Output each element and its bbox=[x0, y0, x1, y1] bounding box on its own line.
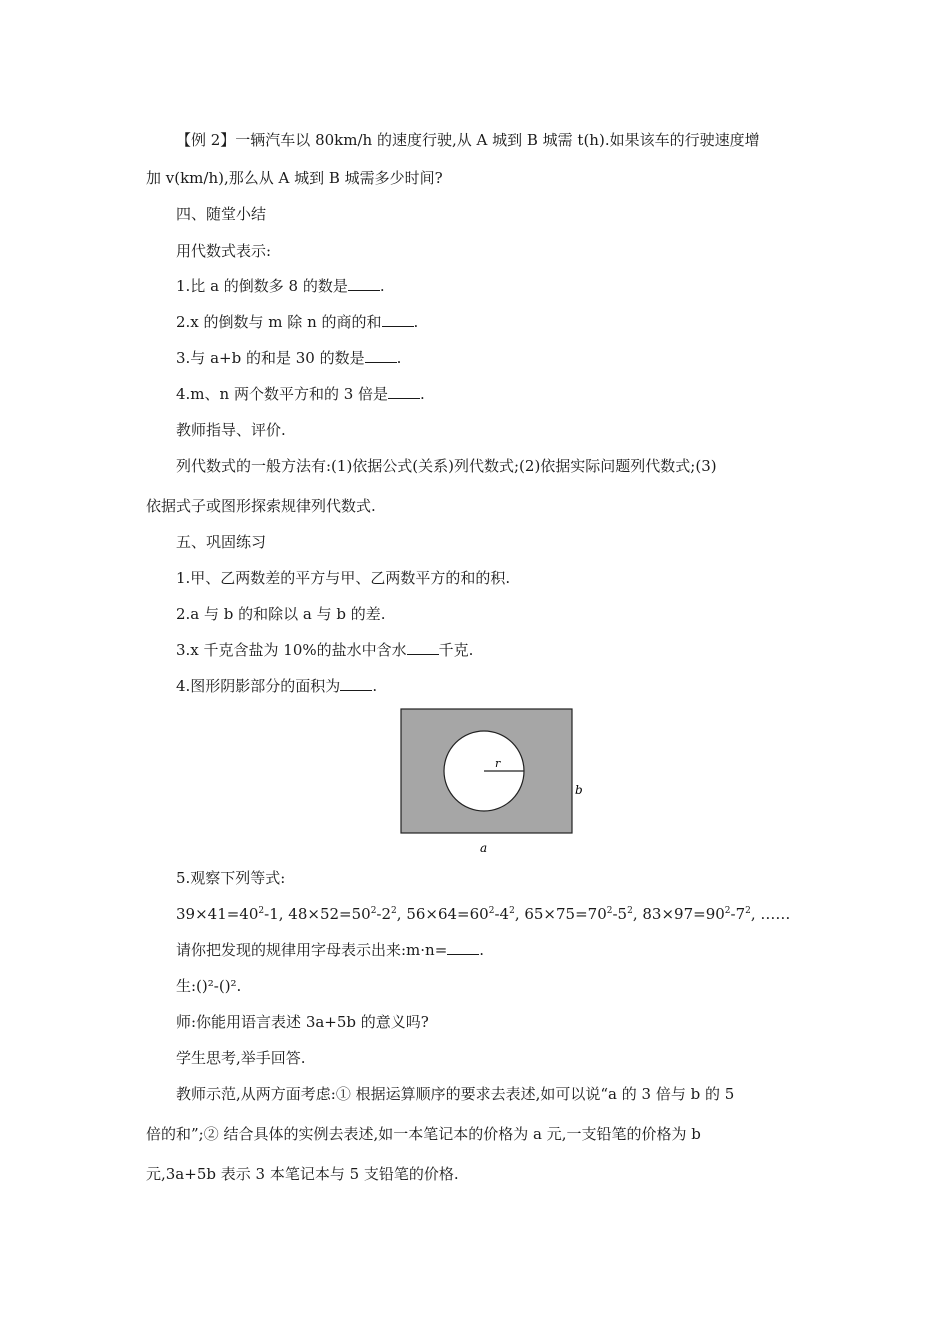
teacher-demo-line-3: 元,3a+5b 表示 3 本笔记本与 5 支铅笔的价格. bbox=[146, 1165, 459, 1183]
period: . bbox=[413, 313, 419, 331]
answer-blank bbox=[447, 940, 479, 955]
radius-label: r bbox=[495, 757, 501, 770]
answer-blank bbox=[348, 276, 380, 291]
height-label: b bbox=[575, 783, 583, 797]
question-text: 3.与 a+b 的和是 30 的数是 bbox=[176, 349, 365, 367]
question-text: 2.x 的倒数与 m 除 n 的商的和 bbox=[176, 313, 382, 331]
question-text: 请你把发现的规律用字母表示出来:m·n= bbox=[176, 941, 448, 959]
teacher-demo-line-1: 教师示范,从两方面考虑:① 根据运算顺序的要求去表述,如可以说“a 的 3 倍与 b 的 5 bbox=[176, 1085, 735, 1103]
section-5-title: 五、巩固练习 bbox=[176, 533, 267, 551]
exercise-5-title: 5.观察下列等式: bbox=[176, 869, 286, 887]
exercise-1: 1.甲、乙两数差的平方与甲、乙两数平方的和的积. bbox=[176, 569, 511, 587]
summary-question-3 bbox=[176, 348, 401, 368]
answer-blank bbox=[340, 676, 372, 691]
answer-blank bbox=[388, 384, 420, 399]
rule-question bbox=[176, 940, 484, 960]
exercise-2: 2.a 与 b 的和除以 a 与 b 的差. bbox=[176, 605, 386, 623]
answer-blank bbox=[365, 348, 397, 363]
teacher-guidance: 教师指导、评价. bbox=[176, 421, 286, 439]
period: . bbox=[379, 277, 385, 295]
example-2-line-2: 加 v(km/h),那么从 A 城到 B 城需多少时间? bbox=[146, 169, 443, 187]
period: . bbox=[420, 385, 425, 403]
question-text-end: 千克. bbox=[438, 641, 474, 659]
summary-question-2 bbox=[176, 312, 418, 332]
shaded-area-figure bbox=[398, 706, 588, 856]
equation-sequence: $39\times 41=40^2-1$, $48\times 52=50^2-2^2$, $56\times 64=60^2-4^2$, $65\times 75=70^2-5^2$, $83\times 97=90^2-7^2$, …… bbox=[176, 905, 791, 923]
question-text: 3.x 千克含盐为 10%的盐水中含水 bbox=[176, 641, 407, 659]
summary-question-1 bbox=[176, 276, 385, 296]
exercise-4 bbox=[176, 676, 377, 696]
answer-blank bbox=[382, 312, 414, 327]
example-2-line-1: 【例 2】一辆汽车以 80km/h 的速度行驶,从 A 城到 B 城需 t(h).如果该车的行驶速度增 bbox=[176, 131, 760, 149]
methods-line-2: 依据式子或图形探索规律列代数式. bbox=[146, 497, 376, 515]
summary-question-4 bbox=[176, 384, 425, 404]
section-4-intro: 用代数式表示: bbox=[176, 242, 272, 260]
students-respond: 学生思考,举手回答. bbox=[176, 1049, 306, 1067]
width-label: a bbox=[480, 841, 488, 855]
answer-blank bbox=[407, 640, 439, 655]
section-4-title: 四、随堂小结 bbox=[176, 205, 267, 223]
teacher-question: 师:你能用语言表述 3a+5b 的意义吗? bbox=[176, 1013, 429, 1031]
methods-line-1: 列代数式的一般方法有:(1)依据公式(关系)列代数式;(2)依据实际问题列代数式;(3) bbox=[176, 457, 717, 475]
student-answer: 生:()²-()². bbox=[176, 977, 242, 995]
period: . bbox=[396, 349, 402, 367]
question-text: 1.比 a 的倒数多 8 的数是 bbox=[176, 277, 348, 295]
exercise-3 bbox=[176, 640, 473, 660]
question-text: 4.m、n 两个数平方和的 3 倍是 bbox=[176, 385, 389, 403]
teacher-demo-line-2: 倍的和”;② 结合具体的实例去表述,如一本笔记本的价格为 a 元,一支铅笔的价格为 b bbox=[146, 1125, 701, 1143]
period: . bbox=[372, 677, 378, 695]
period: . bbox=[479, 941, 485, 959]
question-text: 4.图形阴影部分的面积为 bbox=[176, 677, 341, 695]
